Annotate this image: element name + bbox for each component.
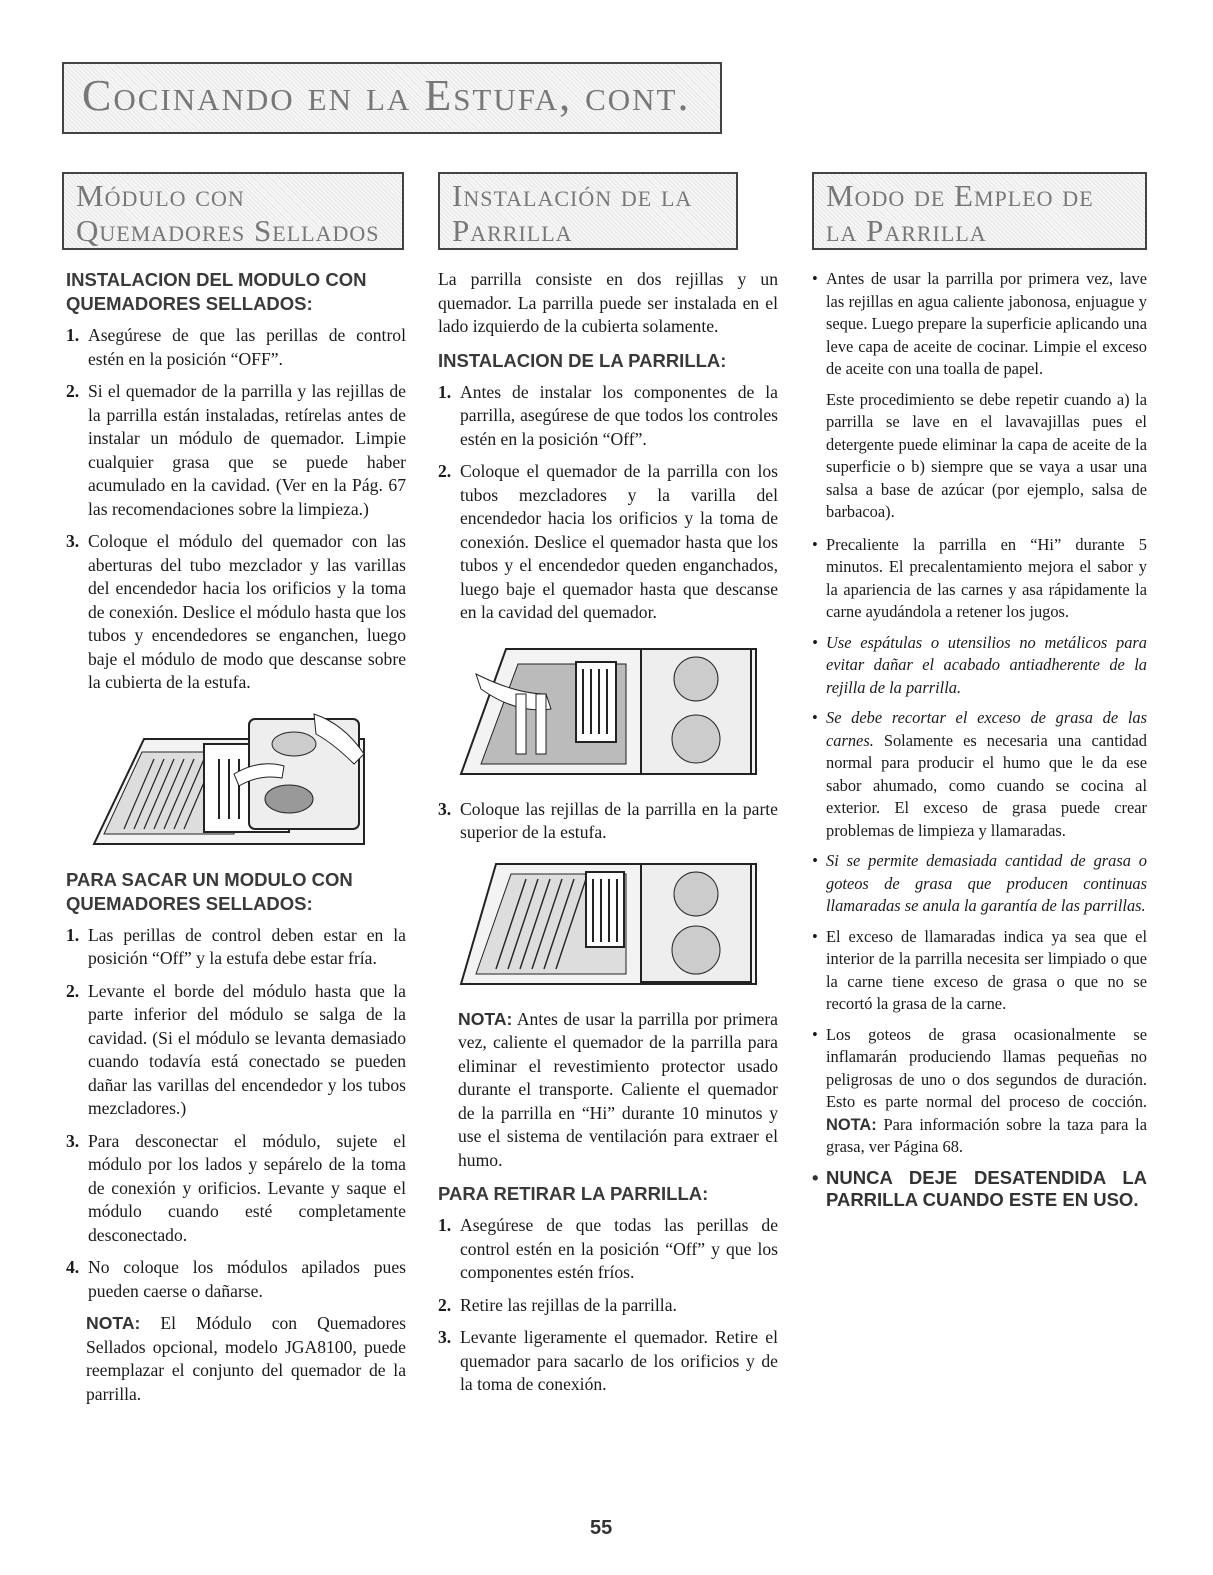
list-item: 3. Coloque el módulo del quemador con las aberturas del tubo mezclador y las varillas del encendedor hacia los orificios y la toma de conexión. Deslice el módulo hasta que los tubos y encendedores se enganchen, luego baje el módulo de modo que descanse sobre la cubierta de la estufa. <box>66 531 406 692</box>
list-item: • Se debe recortar el exceso de grasa de las carnes. Solamente es necesaria una cantidad normal para producir el humo que le da ese sabor ahumado, como cuando se cocina al exterior. El exceso de grasa puede crear problemas de limpieza y llamaradas. <box>812 707 1147 842</box>
module-install-illustration <box>84 704 374 854</box>
list-item: • Los goteos de grasa ocasionalmente se inflamarán produciendo llamas pequeñas no peligrosas de uno o dos segundos de duración. Esto es parte normal del proceso de cocción. NOTA: Para información sobre la taza para la grasa, ver Página 68. <box>812 1024 1147 1159</box>
list-item: • Antes de usar la parrilla por primera vez, lave las rejillas en agua caliente jabonosa, enjuague y seque. Luego prepare la superficie aplicando una leve capa de aceite de cocinar. Limpie el exceso de aceite con una toalla de papel. <box>812 268 1147 381</box>
grill-grates-illustration <box>456 854 766 994</box>
list-item: 1. Antes de instalar los componentes de la parrilla, asegúrese de que todos los controles estén en la posición “Off”. <box>438 381 778 449</box>
list-item: 4. No coloque los módulos apilados pues pueden caerse o dañarse. <box>66 1257 406 1301</box>
title-banner <box>62 62 722 134</box>
note: NOTA: Antes de usar la parrilla por primera vez, caliente el quemador de la parrilla para eliminar el revestimiento protector usado durante el transporte. Caliente el quemador de la parrilla en “Hi” durante 10 minutos y use el sistema de ventilación para extraer el humo. <box>458 1008 778 1170</box>
note: NOTA: El Módulo con Quemadores Sellados opcional, modelo JGA8100, puede reemplazar el conjunto del quemador de la parrilla. <box>86 1313 406 1404</box>
section-box-sealed-burner <box>62 172 404 250</box>
list-item: • Precaliente la parrilla en “Hi” durante 5 minutos. El precalentamiento mejora el sabor y la apariencia de las carnes y asa rápidamente la carne ayudándola a retener los jugos. <box>812 534 1147 624</box>
section-title-line2: Quemadores Sellados <box>76 213 380 248</box>
section-box-grill-use <box>812 172 1147 250</box>
paragraph: Este procedimiento se debe repetir cuando a) la parrilla se lave en el lavavajillas pues el detergente puede eliminar la capa de aceite de la superficie o b) siempre que se vaya a usar una salsa a base de azúcar (por ejemplo, salsa de barbacoa). <box>826 389 1147 521</box>
section-title-line1: Módulo con <box>76 178 245 213</box>
section-title-line1: Instalación de la <box>452 178 693 213</box>
list-item: 3. Coloque las rejillas de la parrilla en la parte superior de la estufa. <box>438 798 778 842</box>
list-item: 2. Levante el borde del módulo hasta que la parte inferior del módulo se salga de la cavidad. (Si el módulo se levanta demasiado cuando todavía está conectado se pueden dañar las varillas del encendedor y los tubos mezcladores.) <box>66 980 406 1118</box>
grill-burner-illustration <box>456 634 766 784</box>
column-right <box>812 268 1147 1220</box>
list-item: 1. Asegúrese de que las perillas de control estén en la posición “OFF”. <box>66 325 406 369</box>
heading-remove-module: PARA SACAR UN MODULO CON QUEMADORES SELLADOS: <box>66 868 353 914</box>
list-item: 2. Coloque el quemador de la parrilla con los tubos mezcladores y la varilla del encendedor hacia los orificios y la toma de conexión. Deslice el quemador hasta que los tubos y el encendedor queden enganchados, luego baje el quemador hasta que descanse en la cavidad del quemador. <box>438 461 778 622</box>
list-item: 1. Las perillas de control deben estar en la posición “Off” y la estufa debe estar fría. <box>66 924 406 968</box>
column-middle <box>438 268 778 1406</box>
list-item: 3. Para desconectar el módulo, sujete el módulo por los lados y sepárelo de la toma de conexión y orificios. Levante y saque el módulo cuando esté completamente desconectado. <box>66 1130 406 1245</box>
list-item: • El exceso de llamaradas indica ya sea que el interior de la parrilla necesita ser limpiado o que la carne tiene exceso de grasa o que no se recortó la grasa de la carne. <box>812 926 1147 1016</box>
page-title: Cocinando en la Estufa, cont. <box>82 71 691 120</box>
page-number: 55 <box>590 1517 613 1539</box>
list-item: • Si se permite demasiada cantidad de grasa o goteos de grasa que producen continuas llamaradas se anula la garantía de las parrillas. <box>812 850 1147 918</box>
intro-paragraph: La parrilla consiste en dos rejillas y un quemador. La parrilla puede ser instalada en el lado izquierdo de la cubierta solamente. <box>438 269 778 336</box>
heading-install-grill: INSTALACION DE LA PARRILLA: <box>438 349 727 371</box>
heading-remove-grill: PARA RETIRAR LA PARRILLA: <box>438 1183 709 1204</box>
list-item: 3. Levante ligeramente el quemador. Retire el quemador para sacarlo de los orificios y de la toma de conexión. <box>438 1327 778 1394</box>
list-item: 2. Retire las rejillas de la parrilla. <box>438 1294 677 1315</box>
section-box-grill-install <box>438 172 738 250</box>
section-title-line2: Parrilla <box>452 213 573 248</box>
column-left <box>66 268 406 1416</box>
list-item: • Use espátulas o utensilios no metálicos para evitar dañar el acabado antiadherente de la rejilla de la parrilla. <box>812 632 1147 700</box>
list-item: 1. Asegúrese de que todas las perillas de control estén en la posición “Off” y que los componentes estén fríos. <box>438 1215 778 1282</box>
section-title-line1: Modo de Empleo de <box>826 178 1094 213</box>
heading-install-module: INSTALACION DEL MODULO CON QUEMADORES SELLADOS: <box>66 269 367 314</box>
warning-item: • NUNCA DEJE DESATENDIDA LA PARRILLA CUANDO ESTE EN USO. <box>812 1167 1147 1212</box>
section-title-line2: la Parrilla <box>826 213 987 248</box>
list-item: 2. Si el quemador de la parrilla y las rejillas de la parrilla están instaladas, retírelas antes de instalar un módulo de quemador. Limpie cualquier grasa que se puede haber acumulado en la cavidad. (Ver en la Pág. 67 las recomendaciones sobre la limpieza.) <box>66 381 406 519</box>
